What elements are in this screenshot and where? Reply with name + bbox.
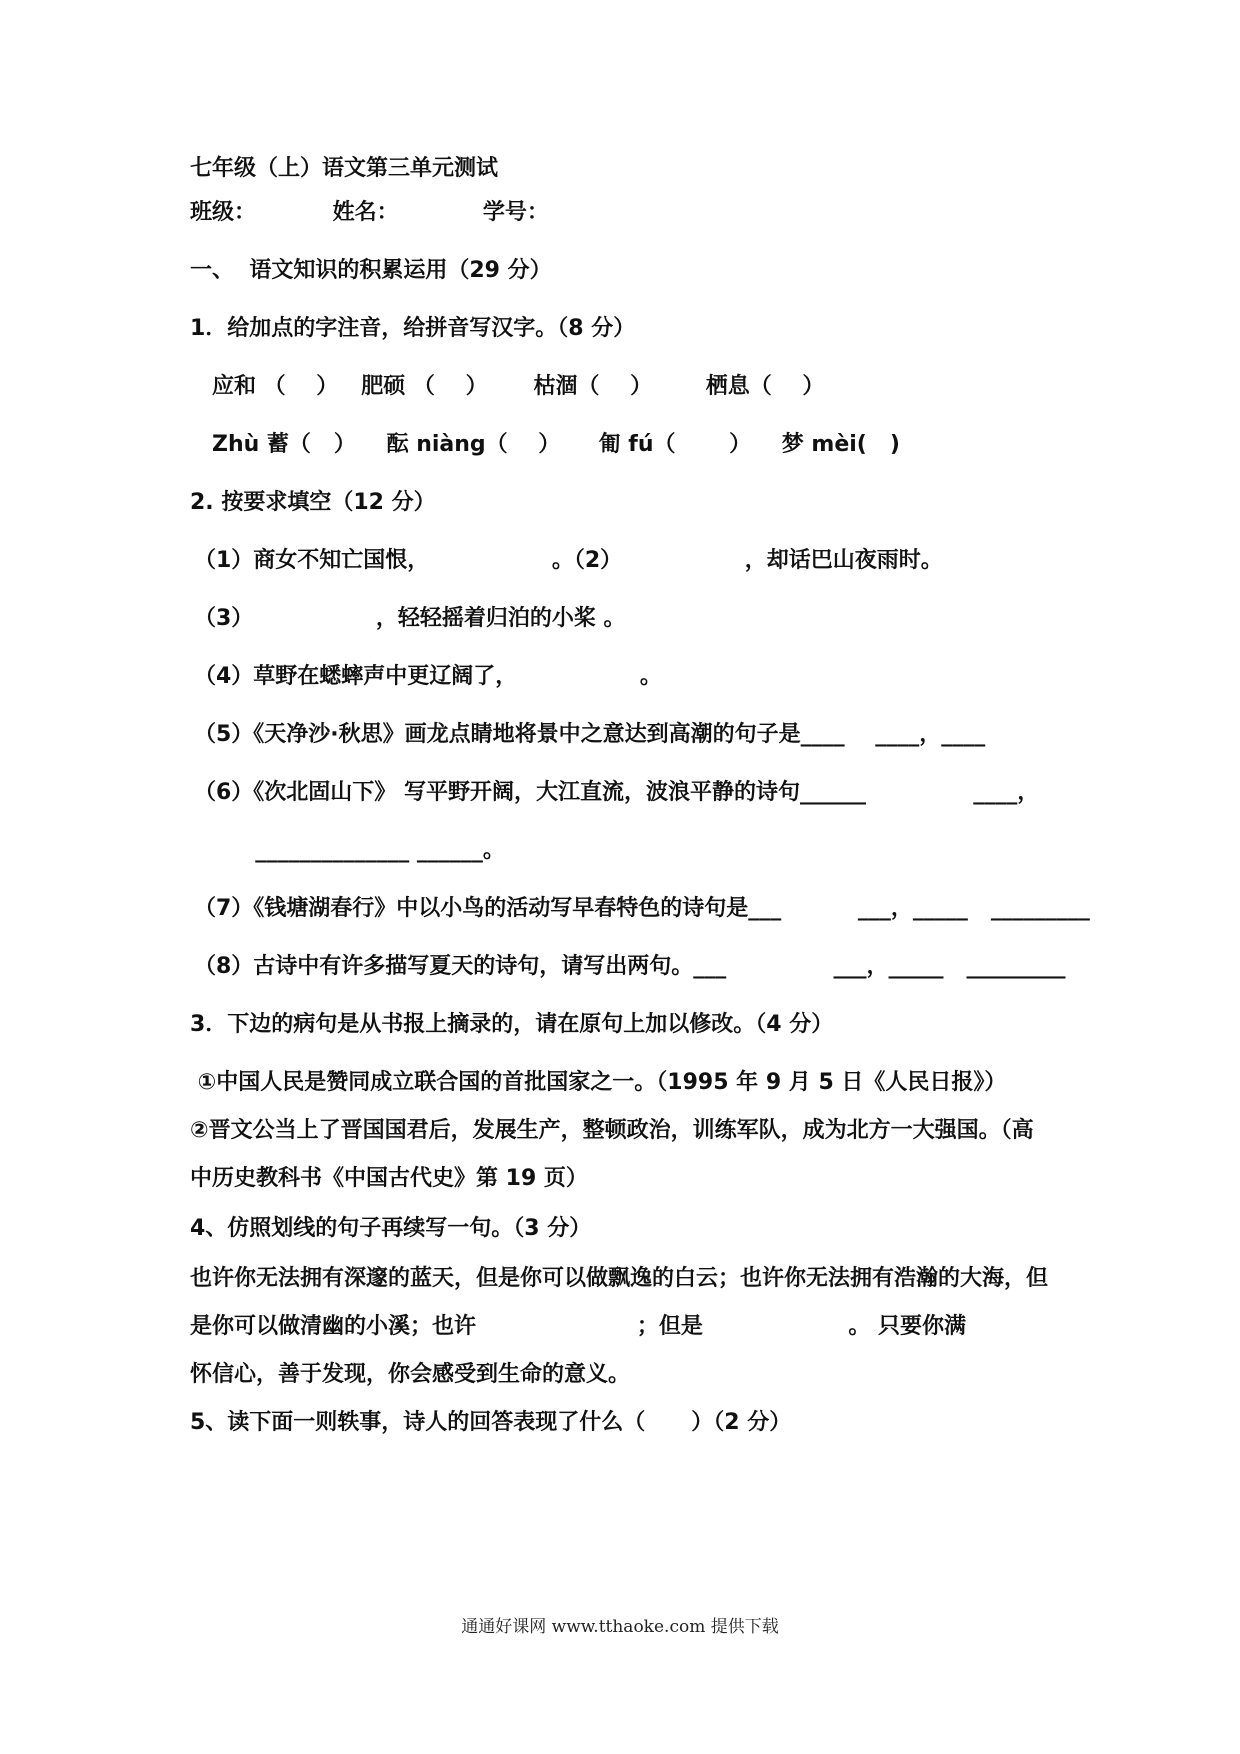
- q2-prompt: 2. 按要求填空（12 分）: [190, 490, 436, 515]
- q4-line-1: 也许你无法拥有深邃的蓝天，但是你可以做飘逸的白云；也许你无法拥有浩瀚的大海，但: [190, 1266, 1049, 1291]
- footer-download-note: 通通好课网 www.tthaoke.com 提供下载: [461, 1617, 779, 1637]
- exam-title: 七年级（上）语文第三单元测试: [190, 156, 499, 181]
- q3-item-2: ②晋文公当上了晋国国君后，发展生产，整顿政治，训练军队，成为北方一大强国。（高: [190, 1118, 1034, 1143]
- q2-item-5: （5）《天净沙·秋思》画龙点睛地将景中之意达到高潮的句子是____ ____，____: [194, 722, 986, 747]
- q4-line-2: 是你可以做清幽的小溪；也许 ；但是 。 只要你满: [190, 1314, 967, 1339]
- q1-prompt: 1．给加点的字注音，给拼音写汉字。（8 分）: [190, 316, 636, 341]
- q1-row1: 应和 （ ） 肥硕 （ ） 枯涸（ ） 栖息（ ）: [212, 374, 825, 399]
- q2-item-8: （8）古诗中有许多描写夏天的诗句，请写出两句。___ ___，_____ _________: [194, 954, 1066, 979]
- student-info: 班级： 姓名： 学号：: [190, 200, 549, 225]
- q2-item-4: （4）草野在蟋蟀声中更辽阔了， 。: [194, 664, 662, 689]
- q1-row2: Zhù 蓄（ ） 酝 niàng（ ） 匍 fú（ ） 梦 mèi( ): [212, 432, 900, 457]
- q2-item-6: （6）《次北固山下》 写平野开阔，大江直流，波浪平静的诗句______ ____，: [194, 780, 1040, 805]
- q3-item-1: ①中国人民是赞同成立联合国的首批国家之一。（1995 年 9 月 5 日《人民日报》）: [190, 1070, 1007, 1095]
- q4-line-3: 怀信心，善于发现，你会感受到生命的意义。: [190, 1362, 631, 1387]
- q2-item-3: （3） ，轻轻摇着归泊的小桨 。: [194, 606, 626, 631]
- q4-prompt: 4、仿照划线的句子再续写一句。（3 分）: [190, 1216, 592, 1241]
- q5-prompt: 5、读下面一则轶事，诗人的回答表现了什么（ ）（2 分）: [190, 1410, 792, 1435]
- q2-item-7: （7）《钱塘湖春行》中以小鸟的活动写早春特色的诗句是___ ___，_____ _________: [194, 896, 1090, 921]
- q2-item-6-cont: ______________ ______。: [194, 838, 505, 863]
- q2-item-1: （1）商女不知亡国恨， 。（2） ，却话巴山夜雨时。: [194, 548, 943, 573]
- q3-item-2-cont: 中历史教科书《中国古代史》第 19 页）: [190, 1166, 588, 1191]
- section1-heading: 一、 语文知识的积累运用（29 分）: [190, 258, 552, 283]
- q3-prompt: 3．下边的病句是从书报上摘录的，请在原句上加以修改。（4 分）: [190, 1012, 834, 1037]
